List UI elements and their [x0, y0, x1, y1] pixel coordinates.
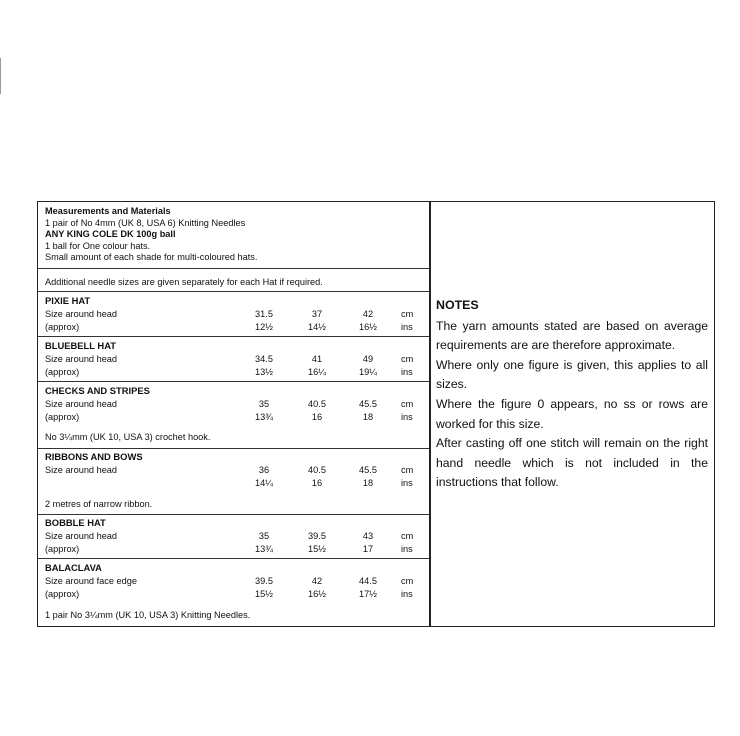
hat-note: 1 pair No 3¼mm (UK 10, USA 3) Knitting Needles. — [45, 610, 251, 620]
size-value: 19¼ — [359, 367, 377, 377]
unit-label: ins — [401, 322, 413, 332]
size-value: 40.5 — [308, 465, 326, 475]
hat-name: PIXIE HAT — [45, 295, 91, 306]
size-value: 16½ — [308, 589, 326, 599]
size-value: 14¼ — [255, 478, 273, 488]
size-label: (approx) — [45, 412, 80, 422]
hat-name: BALACLAVA — [45, 562, 102, 573]
size-value: 17½ — [359, 589, 377, 599]
size-value: 14½ — [308, 322, 326, 332]
unit-label: cm — [401, 576, 414, 586]
size-label: (approx) — [45, 544, 80, 554]
size-value: 15½ — [308, 544, 326, 554]
additional-needles-note: Additional needle sizes are given separately for each Hat if required. — [45, 277, 323, 287]
size-label: Size around head — [45, 399, 118, 409]
materials-line-yarn: ANY KING COLE DK 100g ball — [45, 229, 176, 239]
unit-label: cm — [401, 354, 414, 364]
size-value: 41 — [311, 354, 323, 364]
materials-line: 1 ball for One colour hats. — [45, 240, 151, 251]
section-separator — [38, 268, 429, 269]
size-value: 35 — [258, 531, 270, 541]
size-value: 15½ — [255, 589, 273, 599]
column-divider — [429, 201, 431, 627]
size-value: 34.5 — [255, 354, 273, 364]
size-label: (approx) — [45, 367, 80, 377]
size-value: 16 — [311, 412, 323, 422]
section-separator — [38, 558, 429, 559]
section-separator — [38, 336, 429, 337]
hat-name: BLUEBELL HAT — [45, 340, 117, 351]
unit-label: ins — [401, 589, 413, 599]
notes-section — [436, 296, 708, 493]
size-value: 13¾ — [255, 544, 273, 554]
size-label: (approx) — [45, 322, 80, 332]
unit-label: cm — [401, 309, 414, 319]
section-separator — [38, 291, 429, 292]
unit-label: ins — [401, 412, 413, 422]
hat-name: CHECKS AND STRIPES — [45, 385, 150, 396]
unit-label: ins — [401, 367, 413, 377]
section-separator — [38, 514, 429, 515]
unit-label: cm — [401, 399, 414, 409]
size-value: 40.5 — [308, 399, 326, 409]
notes-paragraph: Where the figure 0 appears, no ss or rows are worked for this size. — [436, 396, 708, 431]
hat-name: BOBBLE HAT — [45, 517, 106, 528]
materials-section — [45, 206, 425, 264]
size-value: 49 — [362, 354, 374, 364]
size-value: 16½ — [359, 322, 377, 332]
hat-note: 2 metres of narrow ribbon. — [45, 499, 153, 509]
size-value: 16¼ — [308, 367, 326, 377]
size-value: 13¾ — [255, 412, 273, 422]
size-label: Size around head — [45, 531, 118, 541]
size-value: 43 — [362, 531, 374, 541]
unit-label: ins — [401, 544, 413, 554]
section-separator — [38, 381, 429, 382]
size-value: 17 — [362, 544, 374, 554]
hat-note: No 3¼mm (UK 10, USA 3) crochet hook. — [45, 432, 211, 442]
materials-line: Small amount of each shade for multi-coloured hats. — [45, 252, 258, 262]
size-value: 36 — [258, 465, 270, 475]
notes-title: NOTES — [436, 298, 479, 312]
size-value: 31.5 — [255, 309, 273, 319]
size-value: 18 — [362, 412, 374, 422]
size-value: 44.5 — [359, 576, 377, 586]
unit-label: cm — [401, 531, 414, 541]
size-label: Size around head — [45, 309, 118, 319]
notes-paragraph: Where only one figure is given, this applies to all sizes. — [436, 357, 708, 392]
size-value: 16 — [311, 478, 323, 488]
materials-line: 1 pair of No 4mm (UK 8, USA 6) Knitting Needles — [45, 217, 246, 228]
size-label: (approx) — [45, 589, 80, 599]
size-value: 37 — [311, 309, 323, 319]
size-value: 18 — [362, 478, 374, 488]
size-label: Size around face edge — [45, 576, 137, 586]
unit-label: cm — [401, 465, 414, 475]
unit-label: ins — [401, 478, 413, 488]
size-value: 45.5 — [359, 465, 377, 475]
size-label: Size around head — [45, 465, 118, 475]
size-value: 13½ — [255, 367, 273, 377]
notes-paragraph: The yarn amounts stated are based on average requirements are are therefore approximate. — [436, 318, 708, 353]
size-value: 45.5 — [359, 399, 377, 409]
hat-name: RIBBONS AND BOWS — [45, 451, 143, 462]
size-value: 39.5 — [255, 576, 273, 586]
materials-heading: Measurements and Materials — [45, 206, 171, 216]
size-value: 39.5 — [308, 531, 326, 541]
notes-paragraph: After casting off one stitch will remain on the right hand needle which is not included in the instructions that follow. — [436, 436, 708, 490]
size-value: 42 — [311, 576, 323, 586]
size-value: 12½ — [255, 322, 273, 332]
section-separator — [38, 448, 429, 449]
size-value: 42 — [362, 309, 374, 319]
size-value: 35 — [258, 399, 270, 409]
size-label: Size around head — [45, 354, 118, 364]
page-edge-mark — [0, 58, 1, 94]
